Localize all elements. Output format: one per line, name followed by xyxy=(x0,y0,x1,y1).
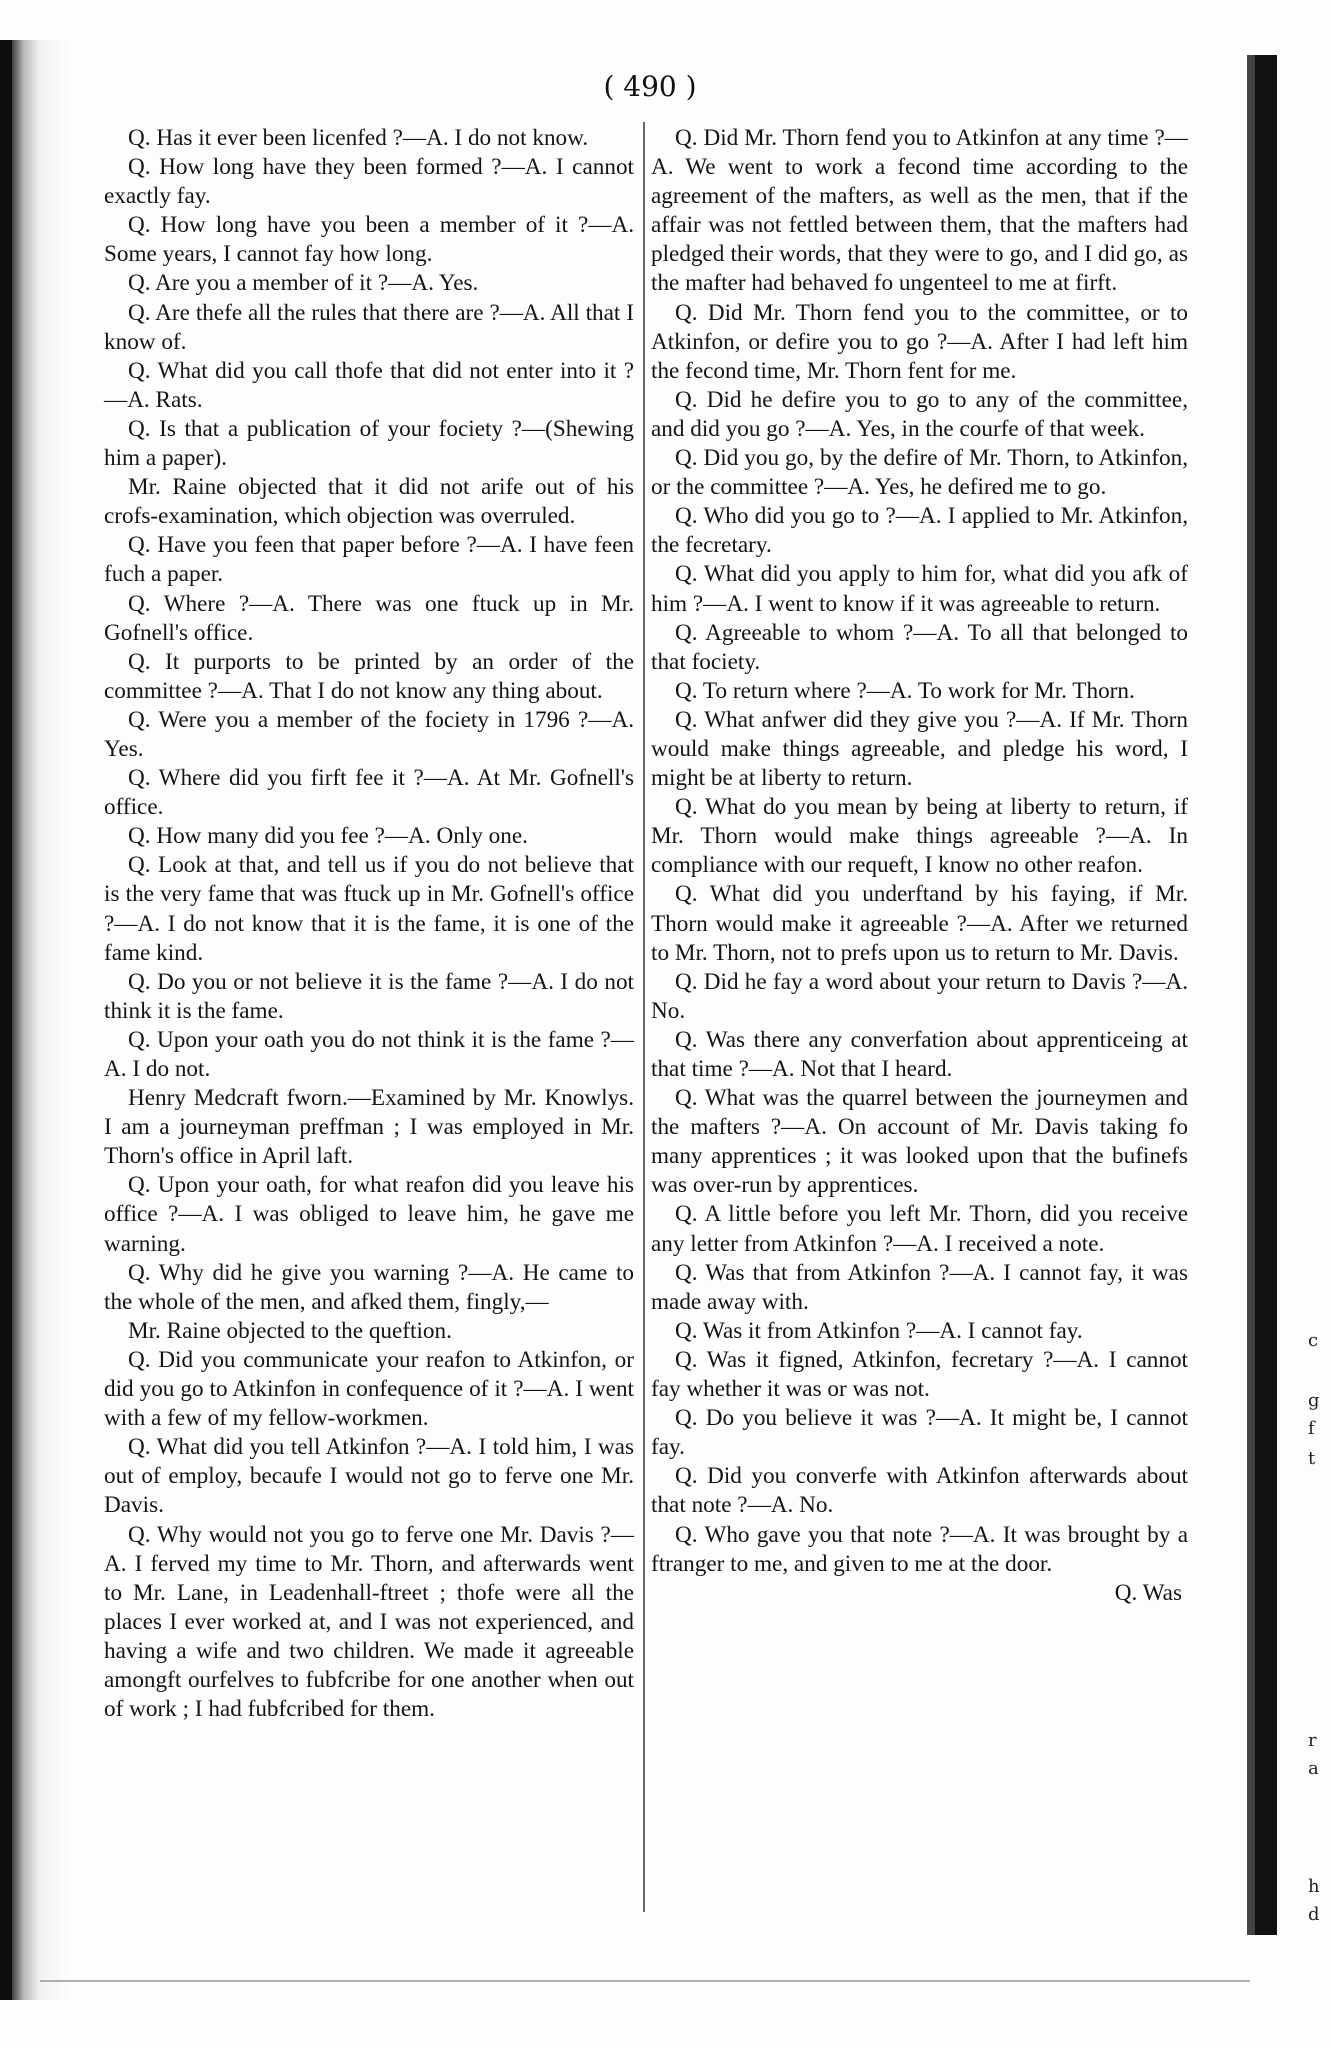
paragraph: Q. Are you a member of it ?—A. Yes. xyxy=(128,270,479,297)
paragraph: Q. Upon your oath, for what reafon did you leave his office ?—A. I was obliged to leave him, he gave me warning. xyxy=(104,1172,634,1257)
margin-letter: c xyxy=(1308,1330,1319,1351)
paragraph: Q. What was the quarrel between the journeymen and the mafters ?—A. On account of Mr. Davis taking fo many apprentices ; it was looked upon that the bufinefs was over-run by apprentices. xyxy=(651,1085,1188,1199)
right-column xyxy=(651,124,1188,1608)
paragraph: Q. Have you feen that paper before ?—A. I have feen fuch a paper. xyxy=(104,532,634,588)
paragraph: Q. Agreeable to whom ?—A. To all that belonged to that fociety. xyxy=(651,619,1188,675)
paragraph: Q. Was it figned, Atkinfon, fecretary ?—A. I cannot fay whether it was or was not. xyxy=(651,1346,1188,1403)
paragraph: Q. Were you a member of the fociety in 1796 ?—A. Yes. xyxy=(104,706,634,762)
paragraph: Q. What do you mean by being at liberty to return, if Mr. Thorn would make things agreeable ?—A. In compliance with our requeft, I know no other reafon. xyxy=(651,794,1188,879)
paragraph: Q. Why did he give you warning ?—A. He came to the whole of the men, and afked them, fingly,— xyxy=(104,1259,634,1315)
paragraph: Q. Did he fay a word about your return to Davis ?—A. No. xyxy=(651,968,1188,1024)
paragraph: Mr. Raine objected to the queftion. xyxy=(128,1317,452,1344)
paragraph: Q. Where did you firft fee it ?—A. At Mr. Gofnell's office. xyxy=(104,765,634,821)
paragraph: Q. It purports to be printed by an order of the committee ?—A. That I do not know any thing about. xyxy=(104,648,634,704)
paragraph: Q. What did you call thofe that did not enter into it ?—A. Rats. xyxy=(104,357,634,413)
margin-letter: d xyxy=(1308,1904,1320,1925)
facing-page-shadow xyxy=(1247,55,1255,1935)
column-divider xyxy=(643,122,645,1912)
witness-heading-paragraph: Henry Medcraft fworn.—Examined by Mr. Knowlys. I am a journeyman preffman ; I was employed in Mr. Thorn's office in April laft. xyxy=(104,1085,634,1170)
catchword: Q. Was xyxy=(1114,1579,1182,1606)
left-column xyxy=(104,124,634,1724)
paragraph: Q. What did you apply to him for, what did you afk of him ?—A. I went to know if it was agreeable to return. xyxy=(651,561,1188,617)
paragraph: Q. What anfwer did they give you ?—A. If Mr. Thorn would make things agreeable, and pledge his word, I might be at liberty to return. xyxy=(651,706,1188,792)
paragraph: Q. How long have you been a member of it ?—A. Some years, I cannot fay how long. xyxy=(104,212,634,268)
paragraph: Q. Was that from Atkinfon ?—A. I cannot fay, it was made away with. xyxy=(651,1259,1188,1315)
paragraph: Q. Who did you go to ?—A. I applied to Mr. Atkinfon, the fecretary. xyxy=(651,503,1188,559)
margin-letter: t xyxy=(1308,1448,1316,1469)
page-number: ( 490 ) xyxy=(603,70,697,103)
margin-letter: a xyxy=(1308,1758,1319,1779)
paragraph: Q. Did you go, by the defire of Mr. Thorn, to Atkinfon, or the committee ?—A. Yes, he defired me to go. xyxy=(651,445,1188,501)
paragraph: Q. Did he defire you to go to any of the committee, and did you go ?—A. Yes, in the courfe of that week. xyxy=(651,386,1188,442)
margin-letter: r xyxy=(1308,1730,1317,1751)
paragraph: Q. What did you underftand by his faying, if Mr. Thorn would make it agreeable ?—A. After we returned to Mr. Thorn, not to prefs upon us to return to Mr. Davis. xyxy=(651,881,1188,966)
paragraph: Q. Has it ever been licenfed ?—A. I do not know. xyxy=(128,125,589,151)
page-bottom-rule xyxy=(40,1980,1250,1982)
paragraph: Q. Did you communicate your reafon to Atkinfon, or did you go to Atkinfon in confequence of it ?—A. I went with a few of my fellow-workmen. xyxy=(104,1346,634,1432)
paragraph: Q. Did Mr. Thorn fend you to the committee, or to Atkinfon, or defire you to go ?—A. After I had left him the fecond time, Mr. Thorn fent for me. xyxy=(651,299,1188,384)
paragraph: Q. Upon your oath you do not think it is the fame ?—A. I do not. xyxy=(104,1026,634,1082)
paragraph: Q. Look at that, and tell us if you do not believe that is the very fame that was ftuck up in Mr. Gofnell's office ?—A. I do not know that it is the fame, it is one of the fame kind. xyxy=(104,852,634,966)
paragraph: Q. Was there any converfation about apprenticeing at that time ?—A. Not that I heard. xyxy=(651,1026,1188,1082)
paragraph: Q. Why would not you go to ferve one Mr. Davis ?—A. I ferved my time to Mr. Thorn, and afterwards went to Mr. Lane, in Leadenhall-ftreet ; thofe were all the places I ever worked at, and I was not experienced, and having a wife and two children. We made it agreeable amongft ourfelves to fubfcribe for one another when out of work ; I had fubfcribed for them. xyxy=(104,1521,634,1723)
margin-letter: f xyxy=(1308,1418,1315,1439)
binding-edge xyxy=(0,40,12,2000)
paragraph: Q. To return where ?—A. To work for Mr. Thorn. xyxy=(675,677,1135,704)
margin-letter: g xyxy=(1308,1390,1320,1411)
paragraph: Q. Was it from Atkinfon ?—A. I cannot fay. xyxy=(675,1317,1083,1344)
paragraph: Q. Do you believe it was ?—A. It might be, I cannot fay. xyxy=(651,1405,1188,1461)
paragraph: Q. A little before you left Mr. Thorn, did you receive any letter from Atkinfon ?—A. I received a note. xyxy=(651,1201,1188,1257)
paragraph: Q. Is that a publication of your fociety ?—(Shewing him a paper). xyxy=(104,415,634,472)
paragraph: Q. How long have they been formed ?—A. I cannot exactly fay. xyxy=(104,154,634,210)
paragraph: Q. Who gave you that note ?—A. It was brought by a ftranger to me, and given to me at the door. xyxy=(651,1521,1188,1577)
paragraph: Q. Did Mr. Thorn fend you to Atkinfon at any time ?—A. We went to work a fecond time according to the agreement of the mafters, as well as the men, that if the affair was not fettled between them, that the mafters had pledged their words, that they were to go, and I did go, as the mafter had behaved fo ungenteel to me at firft. xyxy=(651,125,1188,297)
paragraph: Q. What did you tell Atkinfon ?—A. I told him, I was out of employ, becaufe I would not go to ferve one Mr. Davis. xyxy=(104,1434,634,1519)
paragraph: Q. Do you or not believe it is the fame ?—A. I do not think it is the fame. xyxy=(104,968,634,1024)
paragraph: Q. How many did you fee ?—A. Only one. xyxy=(128,823,528,850)
facing-page-edge xyxy=(1255,55,1277,1935)
margin-letter: h xyxy=(1308,1876,1320,1897)
paragraph: Q. Where ?—A. There was one ftuck up in Mr. Gofnell's office. xyxy=(104,590,634,646)
paragraph: Mr. Raine objected that it did not arife out of his crofs-examination, which objection was overruled. xyxy=(104,474,634,530)
paragraph: Q. Did you converfe with Atkinfon afterwards about that note ?—A. No. xyxy=(651,1463,1188,1519)
paragraph: Q. Are thefe all the rules that there are ?—A. All that I know of. xyxy=(104,299,634,355)
